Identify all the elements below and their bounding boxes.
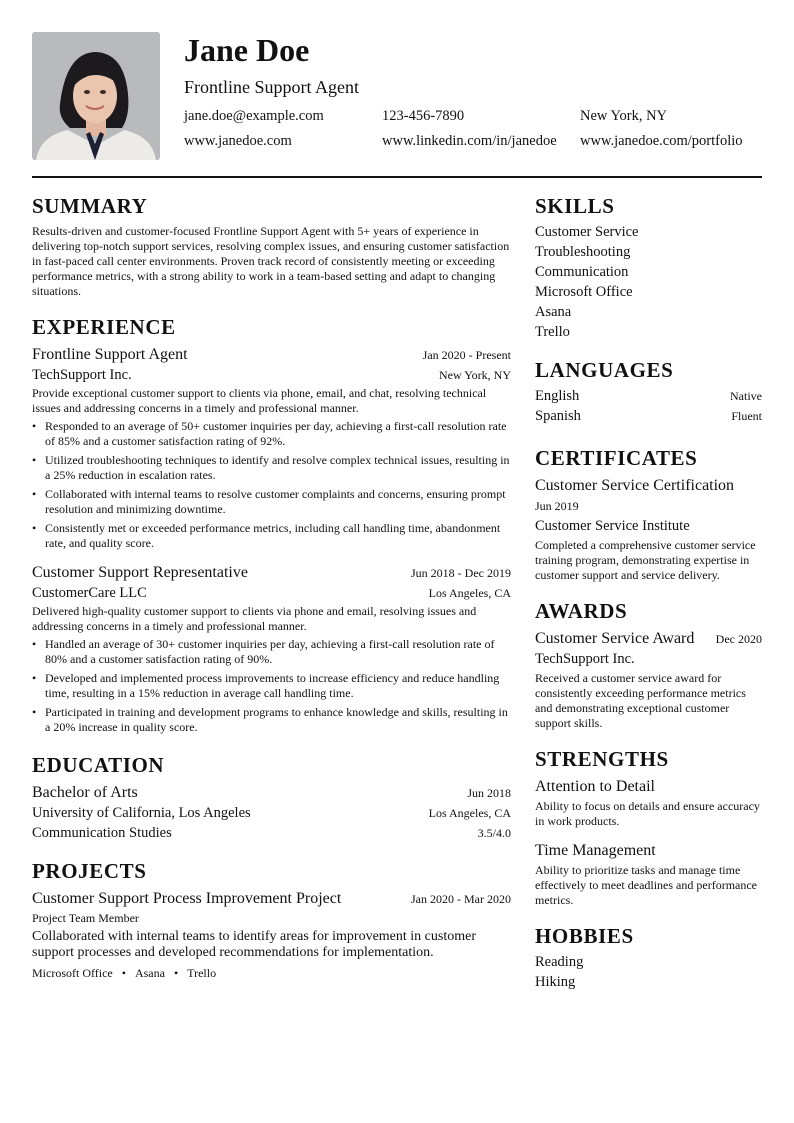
award-date: Dec 2020 xyxy=(715,632,762,646)
job-location: Los Angeles, CA xyxy=(428,586,511,600)
candidate-name: Jane Doe xyxy=(184,32,310,68)
bullet-item: • Handled an average of 30+ customer inquiries per day, achieving a first-call resolution rate of 80% and a customer satisfaction rating of 90%. xyxy=(32,637,511,667)
skill-item: Trello xyxy=(535,324,570,340)
skills-heading: SKILLS xyxy=(535,194,615,218)
project-tag: Trello xyxy=(187,966,217,980)
project-tag: Microsoft Office xyxy=(32,966,113,980)
education-section xyxy=(32,751,511,843)
certificate-name: Customer Service Certification xyxy=(535,477,735,494)
experience-entry xyxy=(32,345,511,551)
job-dates: Jan 2020 - Present xyxy=(422,348,511,362)
summary-section xyxy=(32,192,511,299)
tag-separator: • xyxy=(121,966,126,980)
degree: Bachelor of Arts xyxy=(32,784,138,801)
language-name: English xyxy=(535,388,580,404)
skills-section xyxy=(535,192,762,342)
strength-title: Time Management xyxy=(535,842,656,859)
job-role: Frontline Support Agent xyxy=(32,346,188,363)
school-location: Los Angeles, CA xyxy=(428,806,511,820)
hobby-item: Reading xyxy=(535,954,584,970)
experience-section xyxy=(32,313,511,735)
graduation-date: Jun 2018 xyxy=(467,786,511,800)
hobby-item: Hiking xyxy=(535,974,576,990)
experience-entry xyxy=(32,563,511,735)
strength-title: Attention to Detail xyxy=(535,778,655,795)
certificates-section xyxy=(535,444,762,583)
linkedin-link[interactable]: www.linkedin.com/in/janedoe xyxy=(382,133,557,149)
bullet-item: • Developed and implemented process improvements to increase efficiency and reduce handling time, resulting in a 15% reduction in average call handling time. xyxy=(32,671,511,701)
projects-section xyxy=(32,857,511,981)
bullet-item: • Collaborated with internal teams to resolve customer complaints and concerns, ensuring prompt resolution and minimizing downtime. xyxy=(32,487,511,517)
skill-item: Troubleshooting xyxy=(535,244,631,260)
field-of-study: Communication Studies xyxy=(32,825,172,841)
award-description: Received a customer service award for consistently exceeding performance metrics and demonstrating exceptional customer support skills. xyxy=(535,671,746,730)
email-link[interactable]: jane.doe@example.com xyxy=(184,108,324,124)
job-description: Provide exceptional customer support to clients via phone, email, and chat, resolving technical issues and addressing concerns in a timely and professional manner. xyxy=(32,386,487,415)
strengths-section xyxy=(535,745,762,908)
bullet-item: • Consistently met or exceeded performance metrics, including call handling time, abandonment rate, and quality score. xyxy=(32,521,511,551)
strength-description: Ability to prioritize tasks and manage time effectively to meet deadlines and performance metrics. xyxy=(535,863,758,907)
languages-heading: LANGUAGES xyxy=(535,358,674,382)
project-role: Project Team Member xyxy=(32,911,139,925)
candidate-title: Frontline Support Agent xyxy=(184,77,359,97)
school: University of California, Los Angeles xyxy=(32,805,251,821)
gpa: 3.5/4.0 xyxy=(477,826,511,840)
tag-separator: • xyxy=(173,966,179,980)
certificate-description: Completed a comprehensive customer service training program, demonstrating expertise in customer support and service delivery. xyxy=(535,538,756,582)
project-name: Customer Support Process Improvement Project xyxy=(32,890,342,907)
skill-item: Microsoft Office xyxy=(535,284,633,300)
project-tag: Asana xyxy=(134,966,165,980)
award-name: Customer Service Award xyxy=(535,630,695,647)
awards-heading: AWARDS xyxy=(535,599,628,623)
skill-item: Customer Service xyxy=(535,224,639,240)
certificate-issuer: Customer Service Institute xyxy=(535,518,690,534)
job-company: TechSupport Inc. xyxy=(32,367,132,383)
summary-heading: SUMMARY xyxy=(32,194,148,218)
job-description: Delivered high-quality customer support to clients via phone and email, resolving issues and addressing concerns in a timely and professional manner. xyxy=(32,604,477,633)
location: New York, NY xyxy=(580,108,668,124)
portrait-image xyxy=(32,32,160,160)
job-bullets xyxy=(32,419,511,551)
job-location: New York, NY xyxy=(438,368,511,382)
language-level: Fluent xyxy=(731,409,762,423)
left-column xyxy=(32,192,511,995)
language-name: Spanish xyxy=(535,408,581,424)
project-dates: Jan 2020 - Mar 2020 xyxy=(411,892,511,906)
bullet-item: • Utilized troubleshooting techniques to identify and resolve complex technical issues, resulting in a 25% reduction in escalation rates. xyxy=(32,453,511,483)
bullet-item: • Participated in training and development programs to enhance knowledge and skills, resulting in a 20% increase in quality score. xyxy=(32,705,511,735)
skill-item: Asana xyxy=(535,304,572,320)
portfolio-link[interactable]: www.janedoe.com/portfolio xyxy=(580,133,743,149)
job-company: CustomerCare LLC xyxy=(32,585,147,601)
resume-header xyxy=(32,32,762,160)
certificates-heading: CERTIFICATES xyxy=(535,446,698,470)
awards-section xyxy=(535,597,762,731)
website-link[interactable]: www.janedoe.com xyxy=(184,133,292,149)
strength-description: Ability to focus on details and ensure accuracy in work products. xyxy=(535,799,760,828)
phone-number: 123-456-7890 xyxy=(382,108,465,124)
award-issuer: TechSupport Inc. xyxy=(535,651,635,667)
right-column xyxy=(535,192,762,1006)
skill-item: Communication xyxy=(535,264,629,280)
hobbies-section xyxy=(535,922,762,992)
contact-info xyxy=(184,107,762,151)
education-heading: EDUCATION xyxy=(32,753,165,777)
languages-section xyxy=(535,356,762,426)
bullet-item: • Responded to an average of 50+ customer inquiries per day, achieving a first-call resolution rate of 85% and a customer satisfaction rating of 92%. xyxy=(32,419,511,449)
project-description: Collaborated with internal teams to identify areas for improvement in customer support processes and developed recommendations for implementation. xyxy=(32,929,476,960)
summary-text: Results-driven and customer-focused Frontline Support Agent with 5+ years of experience in delivering top-notch support services, resolving complex issues, and ensuring customer satisfaction in fast-paced call center environments. Proven track record of consistently meeting or exceeding performance metrics, with a strong ability to work in a team-based setting and adapt to changing situations. xyxy=(32,224,510,298)
header-divider xyxy=(32,176,762,178)
job-role: Customer Support Representative xyxy=(32,564,248,581)
projects-heading: PROJECTS xyxy=(32,859,147,883)
job-bullets xyxy=(32,637,511,735)
hobbies-heading: HOBBIES xyxy=(535,924,634,948)
language-level: Native xyxy=(730,389,762,403)
experience-heading: EXPERIENCE xyxy=(32,315,176,339)
certificate-date: Jun 2019 xyxy=(535,499,579,513)
project-tags xyxy=(32,965,511,981)
profile-photo xyxy=(32,32,160,160)
job-dates: Jun 2018 - Dec 2019 xyxy=(411,566,511,580)
strengths-heading: STRENGTHS xyxy=(535,747,669,771)
